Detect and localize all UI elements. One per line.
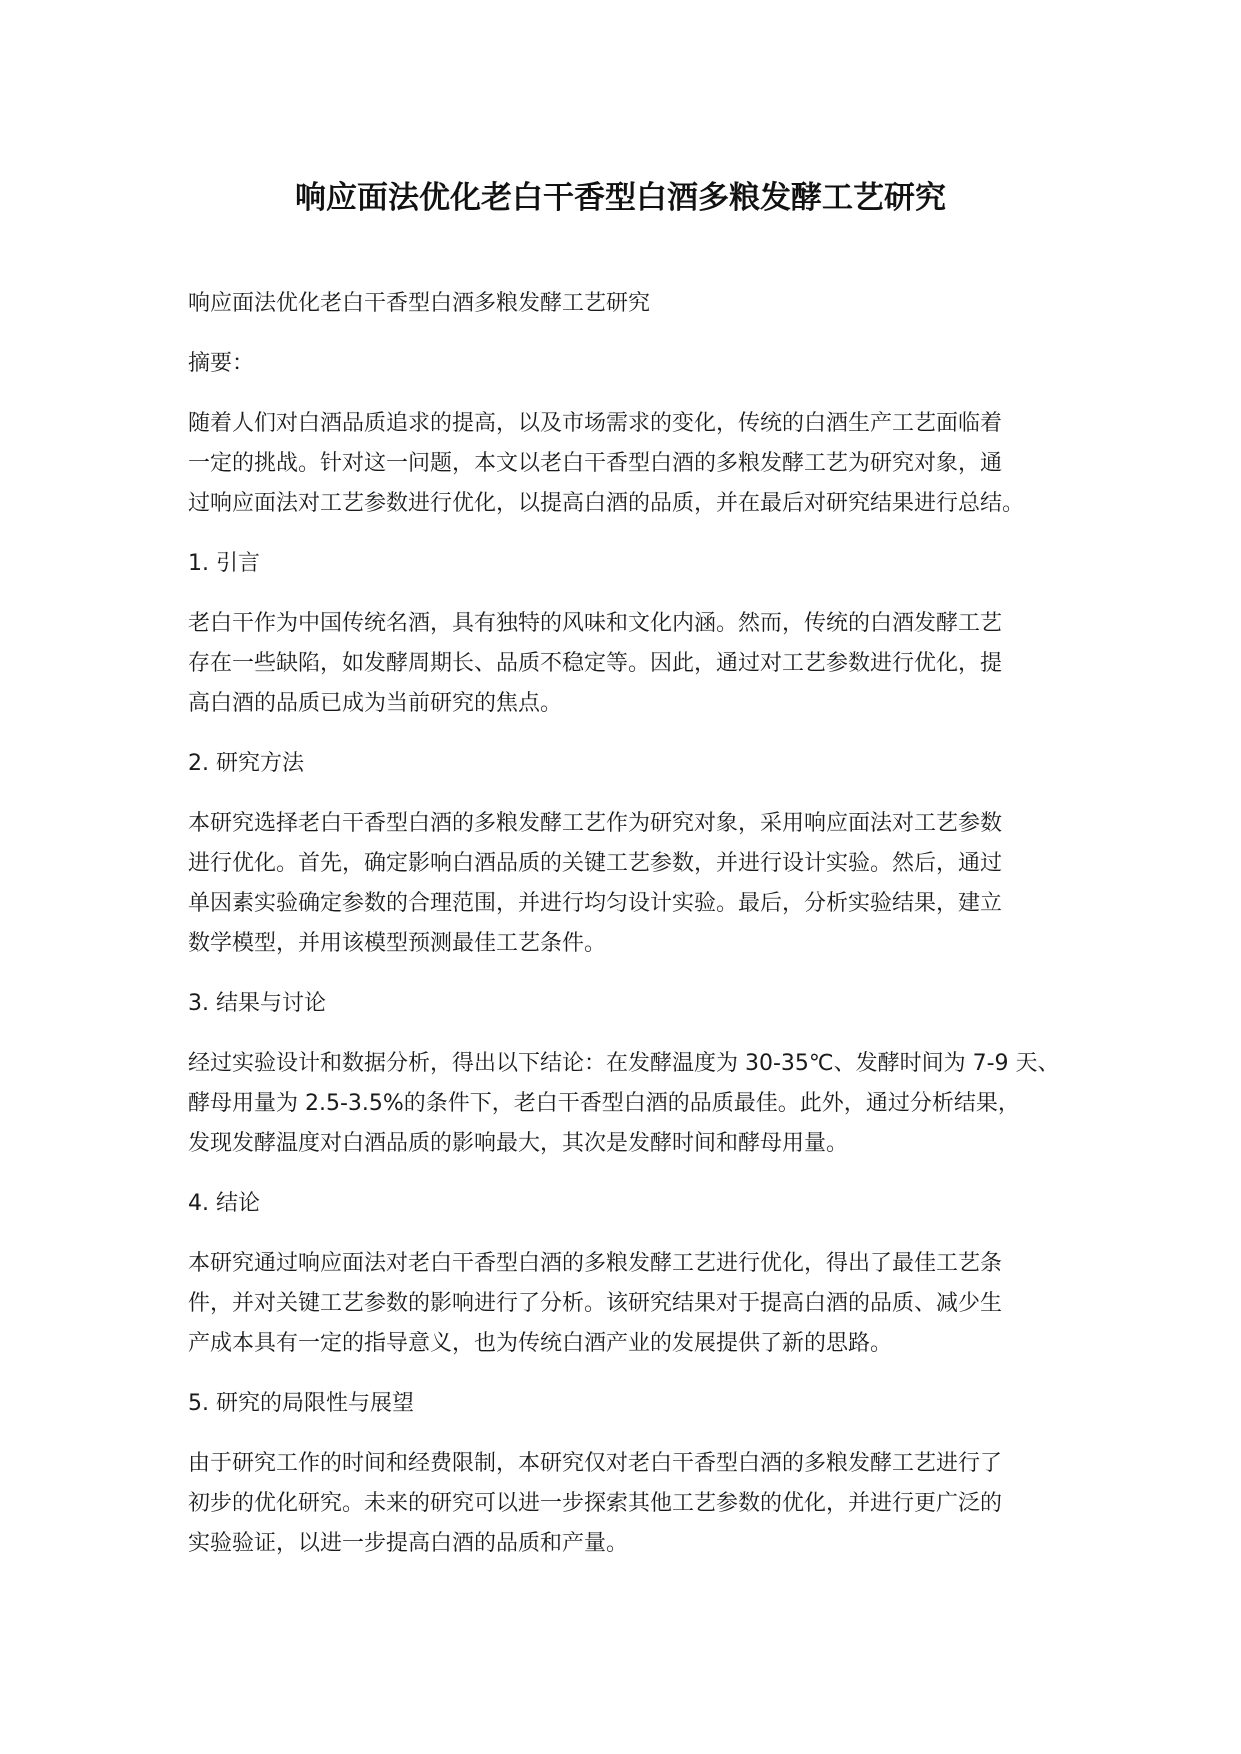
paragraph-line: 单因素实验确定参数的合理范围，并进行均匀设计实验。最后，分析实验结果，建立 bbox=[188, 891, 1003, 916]
paragraph-line: 老白干作为中国传统名酒，具有独特的风味和文化内涵。然而，传统的白酒发酵工艺 bbox=[188, 611, 1003, 636]
abstract-paragraph bbox=[188, 404, 1068, 524]
abstract-label: 摘要： bbox=[188, 351, 255, 376]
paragraph-line: 由于研究工作的时间和经费限制，本研究仅对老白干香型白酒的多粮发酵工艺进行了 bbox=[188, 1451, 1003, 1476]
paragraph-line: 随着人们对白酒品质追求的提高，以及市场需求的变化，传统的白酒生产工艺面临着 bbox=[188, 411, 1003, 436]
page-title: 响应面法优化老白干香型白酒多粮发酵工艺研究 bbox=[295, 180, 946, 216]
section-heading: 3. 结果与讨论 bbox=[188, 991, 326, 1016]
section-heading: 4. 结论 bbox=[188, 1191, 260, 1216]
paragraph-line: 本研究通过响应面法对老白干香型白酒的多粮发酵工艺进行优化，得出了最佳工艺条 bbox=[188, 1251, 1003, 1276]
paragraph-line: 件，并对关键工艺参数的影响进行了分析。该研究结果对于提高白酒的品质、减少生 bbox=[188, 1291, 1003, 1316]
section-paragraph bbox=[188, 1244, 1068, 1364]
paragraph-line: 本研究选择老白干香型白酒的多粮发酵工艺作为研究对象，采用响应面法对工艺参数 bbox=[188, 811, 1003, 836]
abstract-label-block bbox=[188, 344, 1068, 384]
paragraph-line: 实验验证，以进一步提高白酒的品质和产量。 bbox=[188, 1531, 629, 1556]
section-paragraph bbox=[188, 1044, 1068, 1164]
section-paragraph bbox=[188, 1444, 1068, 1564]
paragraph-line: 一定的挑战。针对这一问题，本文以老白干香型白酒的多粮发酵工艺为研究对象，通 bbox=[188, 451, 1003, 476]
section-paragraph bbox=[188, 604, 1068, 724]
paragraph-line: 高白酒的品质已成为当前研究的焦点。 bbox=[188, 691, 563, 716]
subtitle: 响应面法优化老白干香型白酒多粮发酵工艺研究 bbox=[188, 291, 651, 316]
subtitle-block bbox=[188, 284, 1068, 324]
paragraph-line: 初步的优化研究。未来的研究可以进一步探索其他工艺参数的优化，并进行更广泛的 bbox=[188, 1491, 1003, 1516]
document-body bbox=[188, 284, 1068, 1584]
section-paragraph bbox=[188, 804, 1068, 964]
paragraph-line: 经过实验设计和数据分析，得出以下结论：在发酵温度为 30-35℃、发酵时间为 7-9 天、 bbox=[188, 1051, 1060, 1076]
section-heading: 2. 研究方法 bbox=[188, 751, 304, 776]
section-heading: 5. 研究的局限性与展望 bbox=[188, 1391, 414, 1416]
paragraph-line: 产成本具有一定的指导意义，也为传统白酒产业的发展提供了新的思路。 bbox=[188, 1331, 893, 1356]
paragraph-line: 发现发酵温度对白酒品质的影响最大，其次是发酵时间和酵母用量。 bbox=[188, 1131, 849, 1156]
section-heading: 1. 引言 bbox=[188, 551, 260, 576]
paragraph-line: 存在一些缺陷，如发酵周期长、品质不稳定等。因此，通过对工艺参数进行优化，提 bbox=[188, 651, 1003, 676]
paragraph-line: 数学模型，并用该模型预测最佳工艺条件。 bbox=[188, 931, 607, 956]
paragraph-line: 过响应面法对工艺参数进行优化，以提高白酒的品质，并在最后对研究结果进行总结。 bbox=[188, 491, 1025, 516]
paragraph-line: 酵母用量为 2.5-3.5%的条件下，老白干香型白酒的品质最佳。此外，通过分析结果， bbox=[188, 1091, 1020, 1116]
paragraph-line: 进行优化。首先，确定影响白酒品质的关键工艺参数，并进行设计实验。然后，通过 bbox=[188, 851, 1003, 876]
